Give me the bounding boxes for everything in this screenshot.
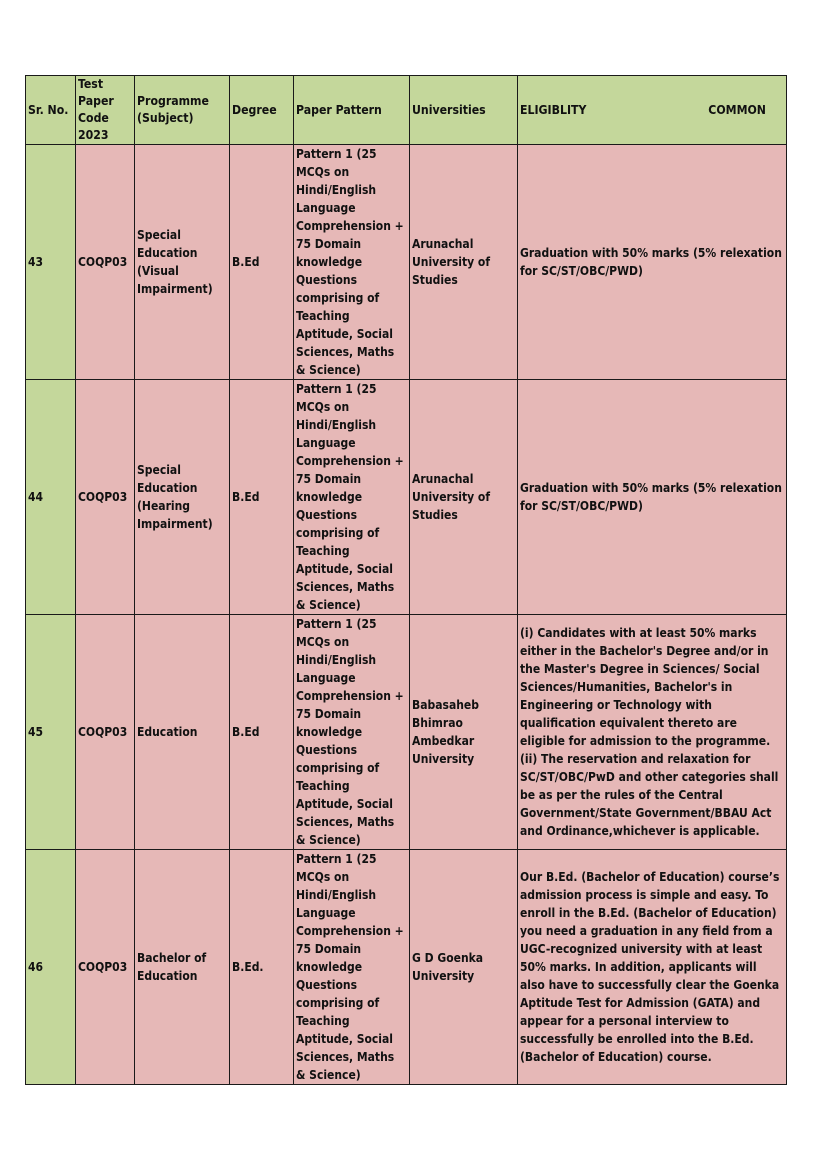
- eligibility-cell: Graduation with 50% marks (5% relexation for SC/ST/OBC/PWD): [518, 145, 787, 380]
- sr-no-cell: 45: [26, 615, 76, 850]
- header-sr-no: Sr. No.: [26, 76, 76, 145]
- eligibility-cell: (i) Candidates with at least 50% marks either in the Bachelor's Degree and/or in the Master's Degree in Sciences/ Social Sciences/Humanities, Bachelor's in Engineering or Technology with qualification equivalent thereto are eligible for admission to the programme. (ii) The reservation and relaxation for SC/ST/OBC/PwD and other categories shall be as per the rules of the Central Government/State Government/BBAU Act and Ordinance,whichever is applicable.: [518, 615, 787, 850]
- code-cell: COQP03: [76, 380, 135, 615]
- header-universities: Universities: [410, 76, 518, 145]
- table-row: [26, 380, 787, 615]
- table-row: [26, 615, 787, 850]
- sr-no-cell: 43: [26, 145, 76, 380]
- pattern-cell: Pattern 1 (25 MCQs on Hindi/English Language Comprehension + 75 Domain knowledge Questions comprising of Teaching Aptitude, Social Sciences, Maths & Science): [294, 850, 410, 1085]
- pattern-cell: Pattern 1 (25 MCQs on Hindi/English Language Comprehension + 75 Domain knowledge Questions comprising of Teaching Aptitude, Social Sciences, Maths & Science): [294, 145, 410, 380]
- header-paper-pattern: Paper Pattern: [294, 76, 410, 145]
- pattern-cell: Pattern 1 (25 MCQs on Hindi/English Language Comprehension + 75 Domain knowledge Questions comprising of Teaching Aptitude, Social Sciences, Maths & Science): [294, 615, 410, 850]
- sr-no-cell: 46: [26, 850, 76, 1085]
- sr-no-cell: 44: [26, 380, 76, 615]
- degree-cell: B.Ed: [230, 380, 294, 615]
- programme-cell: Special Education (Visual Impairment): [135, 145, 230, 380]
- header-eligibility-label: ELIGIBLITY: [520, 102, 587, 117]
- degree-cell: B.Ed.: [230, 850, 294, 1085]
- programme-cell: Special Education (Hearing Impairment): [135, 380, 230, 615]
- header-common-label: COMMON: [708, 102, 766, 117]
- eligibility-cell: Graduation with 50% marks (5% relexation for SC/ST/OBC/PWD): [518, 380, 787, 615]
- pattern-cell: Pattern 1 (25 MCQs on Hindi/English Language Comprehension + 75 Domain knowledge Questions comprising of Teaching Aptitude, Social Sciences, Maths & Science): [294, 380, 410, 615]
- university-cell: Babasaheb Bhimrao Ambedkar University: [410, 615, 518, 850]
- degree-cell: B.Ed: [230, 615, 294, 850]
- eligibility-cell: Our B.Ed. (Bachelor of Education) course’s admission process is simple and easy. To enroll in the B.Ed. (Bachelor of Education) you need a graduation in any field from a UGC-recognized university with at least 50% marks. In addition, applicants will also have to successfully clear the Goenka Aptitude Test for Admission (GATA) and appear for a personal interview to successfully be enrolled into the B.Ed. (Bachelor of Education) course.: [518, 850, 787, 1085]
- university-cell: Arunachal University of Studies: [410, 380, 518, 615]
- degree-cell: B.Ed: [230, 145, 294, 380]
- table-header-row: [26, 76, 787, 145]
- university-cell: Arunachal University of Studies: [410, 145, 518, 380]
- code-cell: COQP03: [76, 615, 135, 850]
- table-row: [26, 145, 787, 380]
- code-cell: COQP03: [76, 145, 135, 380]
- table-row: [26, 850, 787, 1085]
- header-test-paper-code: Test Paper Code 2023: [76, 76, 135, 145]
- programme-cell: Bachelor of Education: [135, 850, 230, 1085]
- code-cell: COQP03: [76, 850, 135, 1085]
- university-cell: G D Goenka University: [410, 850, 518, 1085]
- header-programme: Programme (Subject): [135, 76, 230, 145]
- header-degree: Degree: [230, 76, 294, 145]
- eligibility-table: [25, 75, 787, 1085]
- programme-cell: Education: [135, 615, 230, 850]
- header-eligibility: [518, 76, 787, 145]
